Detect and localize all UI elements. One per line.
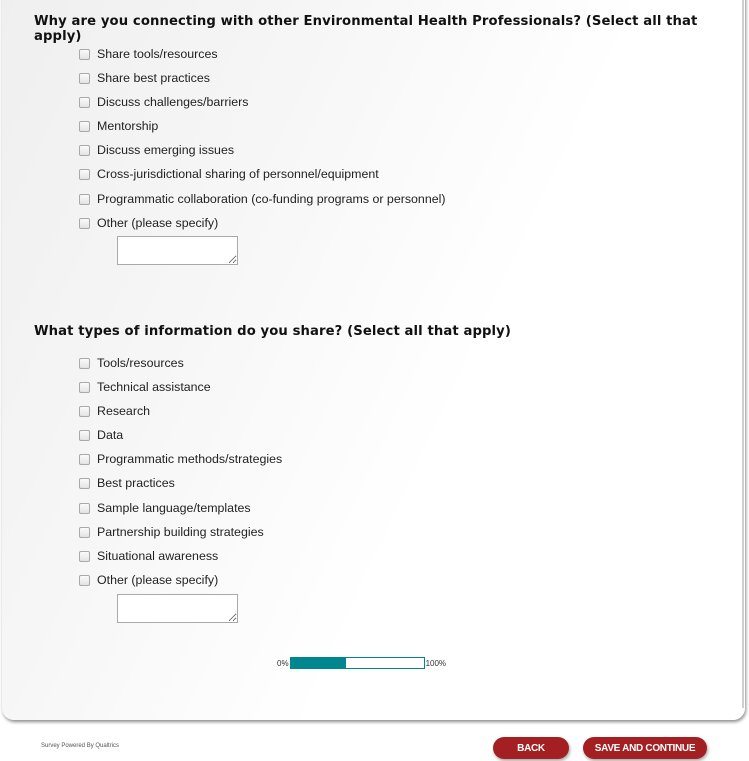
checkbox[interactable] [79,430,90,441]
choice-share-best-practices[interactable]: Share best practices [79,70,445,94]
powered-by-text: Survey Powered By Qualtrics [41,743,120,749]
progress-bar [290,657,425,669]
checkbox[interactable] [79,97,90,108]
choice-cross-jurisdictional[interactable]: Cross-jurisdictional sharing of personnel/equipment [79,166,445,190]
question-2-title: What types of information do you share? (Select all that apply) [34,324,511,339]
checkbox[interactable] [79,358,90,369]
progress-indicator [277,657,446,669]
checkbox[interactable] [79,478,90,489]
checkbox[interactable] [79,503,90,514]
checkbox[interactable] [79,382,90,393]
choice-partnership-building[interactable]: Partnership building strategies [79,524,282,548]
checkbox[interactable] [79,49,90,60]
choice-programmatic-collaboration[interactable]: Programmatic collaboration (co-funding programs or personnel) [79,191,445,215]
save-and-continue-button[interactable]: SAVE AND CONTINUE [583,737,707,759]
checkbox[interactable] [79,454,90,465]
choice-research[interactable]: Research [79,403,282,427]
checkbox[interactable] [79,73,90,84]
checkbox[interactable] [79,121,90,132]
progress-fill [291,658,347,668]
checkbox[interactable] [79,575,90,586]
choice-discuss-challenges[interactable]: Discuss challenges/barriers [79,94,445,118]
choice-data[interactable]: Data [79,427,282,451]
choice-sample-language[interactable]: Sample language/templates [79,500,282,524]
back-button[interactable]: BACK [493,737,569,759]
choice-other[interactable]: Other (please specify) [79,215,445,239]
question-2-choices [79,355,282,596]
choice-discuss-emerging-issues[interactable]: Discuss emerging issues [79,142,445,166]
choice-situational-awareness[interactable]: Situational awareness [79,548,282,572]
choice-tools-resources[interactable]: Tools/resources [79,355,282,379]
choice-technical-assistance[interactable]: Technical assistance [79,379,282,403]
question-1-choices [79,46,445,239]
choice-best-practices[interactable]: Best practices [79,475,282,499]
choice-programmatic-methods[interactable]: Programmatic methods/strategies [79,451,282,475]
question-1-title: Why are you connecting with other Environmental Health Professionals? (Select all that apply) [34,14,698,44]
choice-mentorship[interactable]: Mentorship [79,118,445,142]
card-edge [742,0,744,708]
question-1-other-input[interactable] [117,236,238,265]
progress-max-label: 100% [425,658,447,668]
checkbox[interactable] [79,169,90,180]
checkbox[interactable] [79,194,90,205]
checkbox[interactable] [79,218,90,229]
progress-min-label: 0% [277,658,289,668]
checkbox[interactable] [79,551,90,562]
choice-share-tools-resources[interactable]: Share tools/resources [79,46,445,70]
question-2-other-input[interactable] [117,594,238,623]
checkbox[interactable] [79,406,90,417]
checkbox[interactable] [79,527,90,538]
choice-other[interactable]: Other (please specify) [79,572,282,596]
checkbox[interactable] [79,145,90,156]
